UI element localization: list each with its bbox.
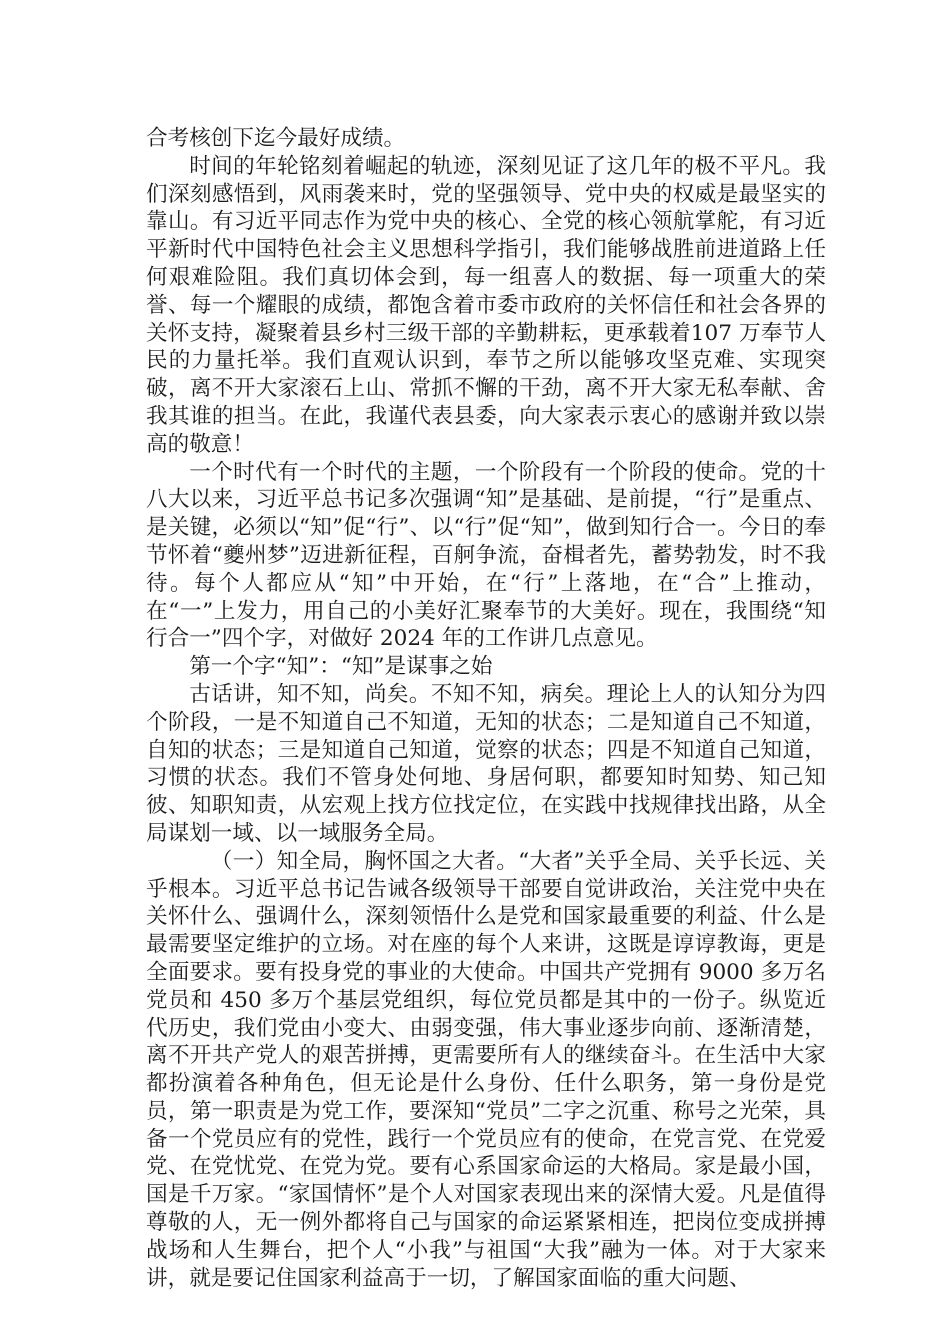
subsection-overall-situation: （一）知全局，胸怀国之大者。“大者”关乎全局、关乎长远、关乎根本。习近平总书记告诫各级领导干部要自觉讲政治，关注党中央在关怀什么、强调什么，深刻领悟什么是党和国家最重要的利益、什么是最需要坚定维护的立场。对在座的每个人来讲，这既是谆谆教诲，更是全面要求。要有投身党的事业的大使命。中国共产党拥有 9000 多万名党员和 450 多万个基层党组织，每位党员都是其中的一份子。纵览近代历史，我们党由小变大、由弱变强，伟大事业逐步向前、逐渐清楚，离不开共产党人的艰苦拼搏，更需要所有人的继续奋斗。在生活中大家都扮演着各种角色，但无论是什么身份、任什么职务，第一身份是党员，第一职责是为党工作，要深知“党员”二字之沉重、称号之光荣，具备一个党员应有的党性，践行一个党员应有的使命，在党言党、在党爱党、在党忧党、在党为党。要有心系国家命运的大格局。家是最小国，国是千万家。“家国情怀”是个人对国家表现出来的深情大爱。凡是值得尊敬的人，无一例外都将自己与国家的命运紧紧相连，把岗位变成拼搏战场和人生舞台，把个人“小我”与祖国“大我”融为一体。对于大家来讲，就是要记住国家利益高于一切，了解国家面临的重大问题、 xyxy=(146,848,826,1291)
section-heading-zhi: 第一个字“知”：“知”是谋事之始 xyxy=(189,654,493,680)
paragraph-reflection: 时间的年轮铭刻着崛起的轨迹，深刻见证了这几年的极不平凡。我们深刻感悟到，风雨袭来时，党的坚强领导、党中央的权威是最坚实的靠山。有习近平同志作为党中央的核心、全党的核心领航掌舵，有习近平新时代中国特色社会主义思想科学指引，我们能够战胜前进道路上任何艰难险阻。我们真切体会到，每一组喜人的数据、每一项重大的荣誉、每一个耀眼的成绩，都饱含着市委市政府的关怀信任和社会各界的关怀支持，凝聚着县乡村三级干部的辛勤耕耘，更承载着107 万奉节人民的力量托举。我们直观认识到，奉节之所以能够攻坚克难、实现突破，离不开大家滚石上山、常抓不懈的干劲，离不开大家无私奉献、舍我其谁的担当。在此，我谨代表县委，向大家表示衷心的感谢并致以崇高的敬意！ xyxy=(146,153,826,457)
paragraph-cognition: 古话讲，知不知，尚矣。不知不知，病矣。理论上人的认知分为四个阶段，一是不知道自己不知道，无知的状态；二是知道自己不知道，自知的状态；三是知道自己知道，觉察的状态；四是不知道自己知道，习惯的状态。我们不管身处何地、身居何职，都要知时知势、知己知彼、知职知责，从宏观上找方位找定位，在实践中找规律找出路，从全局谋划一域、以一域服务全局。 xyxy=(146,681,826,846)
paragraph-continuation: 合考核创下迄今最好成绩。 xyxy=(146,126,406,151)
document-body xyxy=(146,125,826,1292)
paragraph-theme: 一个时代有一个时代的主题，一个阶段有一个阶段的使命。党的十八大以来，习近平总书记多次强调“知”是基础、是前提，“行”是重点、是关键，必须以“知”促“行”、以“行”促“知”，做到知行合一。今日的奉节怀着“夔州梦”迈进新征程，百舸争流，奋楫者先，蓄势勃发，时不我待。每个人都应从“知”中开始，在“行”上落地，在“合”上推动，在“一”上发力，用自己的小美好汇聚奉节的大美好。现在，我围绕“知行合一”四个字，对做好 2024 年的工作讲几点意见。 xyxy=(146,459,826,652)
